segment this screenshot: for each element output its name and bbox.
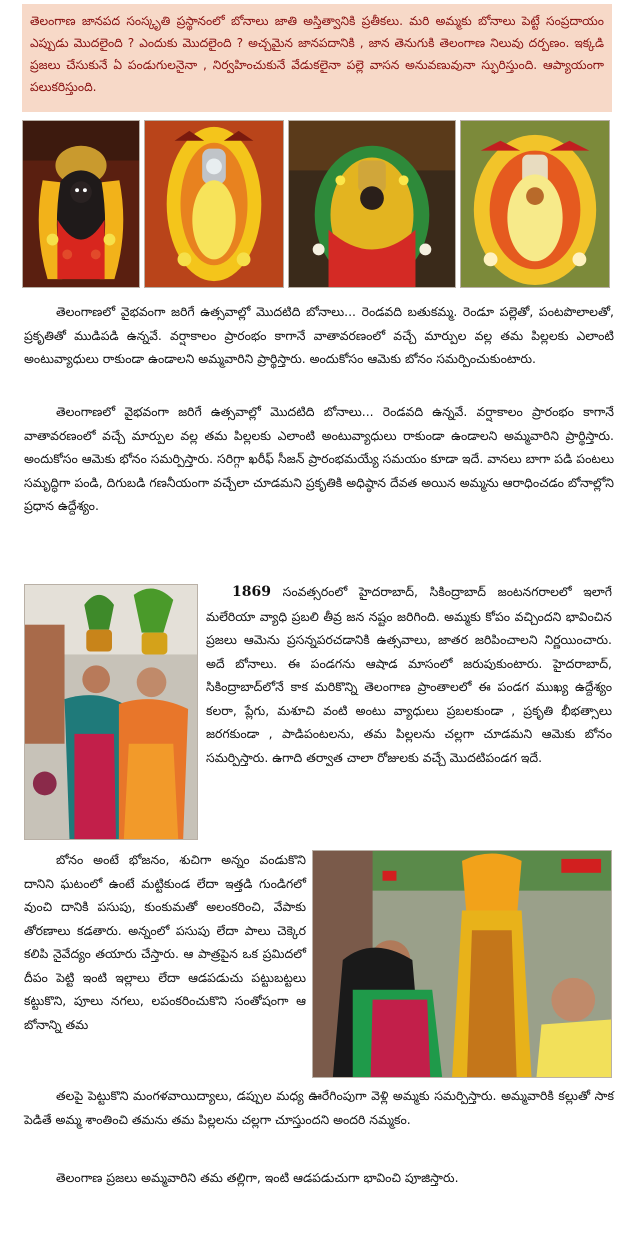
women-bonam-photo	[24, 584, 198, 840]
paragraph-history-1869	[206, 580, 612, 769]
deity-photo-3	[288, 120, 456, 288]
paragraph-closing: తెలంగాణ ప్రజలు అమ్మవారిని తమ తల్లిగా, ఇంటి ఆడపడుచుగా భావించి పూజిస్తారు.	[56, 1170, 459, 1185]
intro-text: తెలంగాణ జానపద సంస్కృతి ప్రస్థానంలో బోనాలు జాతి అస్తిత్వానికి ప్రతీకలు. మరి అమ్మకు బోనాలు పెట్టే సంప్రదాయం ఎప్పుడు మొదలైంది ? ఎందుకు మొదలైంది ? అచ్చమైన జానపదానికి , జాన తెనుగుకి తెలంగాణ నిలువు దర్పణం. ఇక్కడి ప్రజలు చేసుకునే ఏ పండుగులనైనా , నిర్వహించుకునే వేడుకలైనా పల్లె వాసన అనువణువునా స్ఫురిస్తుంది. ఆప్యాయంగా పలుకరిస్తుంది.	[30, 14, 604, 94]
intro-banner	[22, 4, 612, 112]
paragraph-bonam-meaning: బోనం అంటే భోజనం, శుచిగా అన్నం వండుకొని దానిని ఘటంలో ఉంటే మట్టికుండ లేదా ఇత్తడి గుండిగలో వుంచి దానికి పసుపు, కుంకుమతో అలంకరించి, వేపాకు తోరణాలు కడతారు. అన్నంలో పసుపు లేదా పాలు చెక్కెర కలిపి నైవేద్యం తయారు చేస్తారు. ఆ పాత్రపైన ఒక ప్రమిదలో దీపం పెట్టి ఇంటి ఇల్లాలు లేదా ఆడపడుచు పట్టుబట్టలు కట్టుకొని, పూలు నగలు, లపంకరించుకొని సంతోషంగా ఆ బోనాన్ని తమ	[24, 852, 306, 1032]
dancing-photo	[312, 850, 612, 1078]
paragraph-bonalu-purpose: తెలంగాణలో వైభవంగా జరిగే ఉత్సవాల్లో మొదటిది బోనాలు... రెండవది ఉన్నవే. వర్షాకాలం ప్రారంభం కాగానే వాతావరణంలో వచ్చే మార్పుల వల్ల తమ పిల్లలకు ఎలాంటి అంటువ్యాధులు రాకుండా ఉండాలని అమ్మవారిని ప్రార్థిస్తారు. అందుకోసం ఆమెకు భోనం సమర్పిస్తారు. సరిగ్గా ఖరీఫ్ సీజన్ ప్రారంభమయ్యే సమయం కూడా ఇదే. వానలు బాగా పడి పంటలు సమృద్ధిగా పండి, దిగుబడి గణనీయంగా వచ్చేలా చూడమని ప్రకృతికి అధిష్ఠాన దేవత అయిన అమ్మను ఆరాధించడం బోనాల్లోని ప్రధాన ఉద్దేశ్యం.	[24, 404, 614, 513]
history-text: సంవత్సరంలో హైదరాబాద్, సికింద్రాబాద్ జంటనగరాలలో ఇలాగే మలేరియా వ్యాధి ప్రబలి తీవ్ర జన నష్టం జరిగింది. అమ్మకు కోపం వచ్చిందని భావించిన ప్రజలు ఆమెను ప్రసన్నపరచడానికి ఉత్సవాలు, జాతర జరిపించాలని నిర్ణయించారు. అదే బోనాలు. ఈ పండగను ఆషాడ మాసంలో జరుపుకుంటారు. హైదరాబాద్, సికింద్రాబాద్‌లోనే కాక మరికొన్ని తెలంగాణ ప్రాంతాలలో ఈ పండగ ముఖ్య ఉద్దేశ్యం కలరా, ప్లేగు, మశూచి వంటి అంటు వ్యాధులు ప్రబలకుండా , ప్రకృతి భీభత్సాలు జరగకుండా , పాడిపంటలను, తమ పిల్లలను చల్లగా చూడమని ఆమెకు బోనం సమర్పిస్తారు. ఉగాది తర్వాత చాలా రోజులకు వచ్చే మొదటిపండగ ఇదే.	[206, 584, 612, 765]
paragraph-bonam-offering: తలపై పెట్టుకొని మంగళవాయిద్యాలు, డప్పుల మధ్య ఊరేగింపుగా వెళ్లి అమ్మకు సమర్పిస్తారు. అమ్మవారికి కల్లుతో సాక పెడితే అమ్మ శాంతించి తమను తమ పిల్లలను చల్లగా చూస్తుందని అందరి నమ్మకం.	[24, 1088, 614, 1127]
deity-photo-2	[144, 120, 284, 288]
deity-photo-1	[22, 120, 140, 288]
paragraph-bonalu-intro: తెలంగాణలో వైభవంగా జరిగే ఉత్సవాల్లో మొదటిది బోనాలు... రెండవది బతుకమ్మ. రెండూ పల్లెతో, పంటపొలాలతో, ప్రకృతితో ముడిపడి ఉన్నవే. వర్షాకాలం ప్రారంభం కాగానే వాతావరణంలో వచ్చే మార్పుల వల్ల తమ పిల్లలకు ఎలాంటి అంటువ్యాధులు రాకుండా ఉండాలని అమ్మవారిని ప్రార్థిస్తారు. అందుకోసం ఆమెకు బోనం సమర్పించుకుంటారు.	[24, 304, 614, 366]
year-1869: 1869	[232, 584, 271, 600]
deity-photo-4	[460, 120, 610, 288]
